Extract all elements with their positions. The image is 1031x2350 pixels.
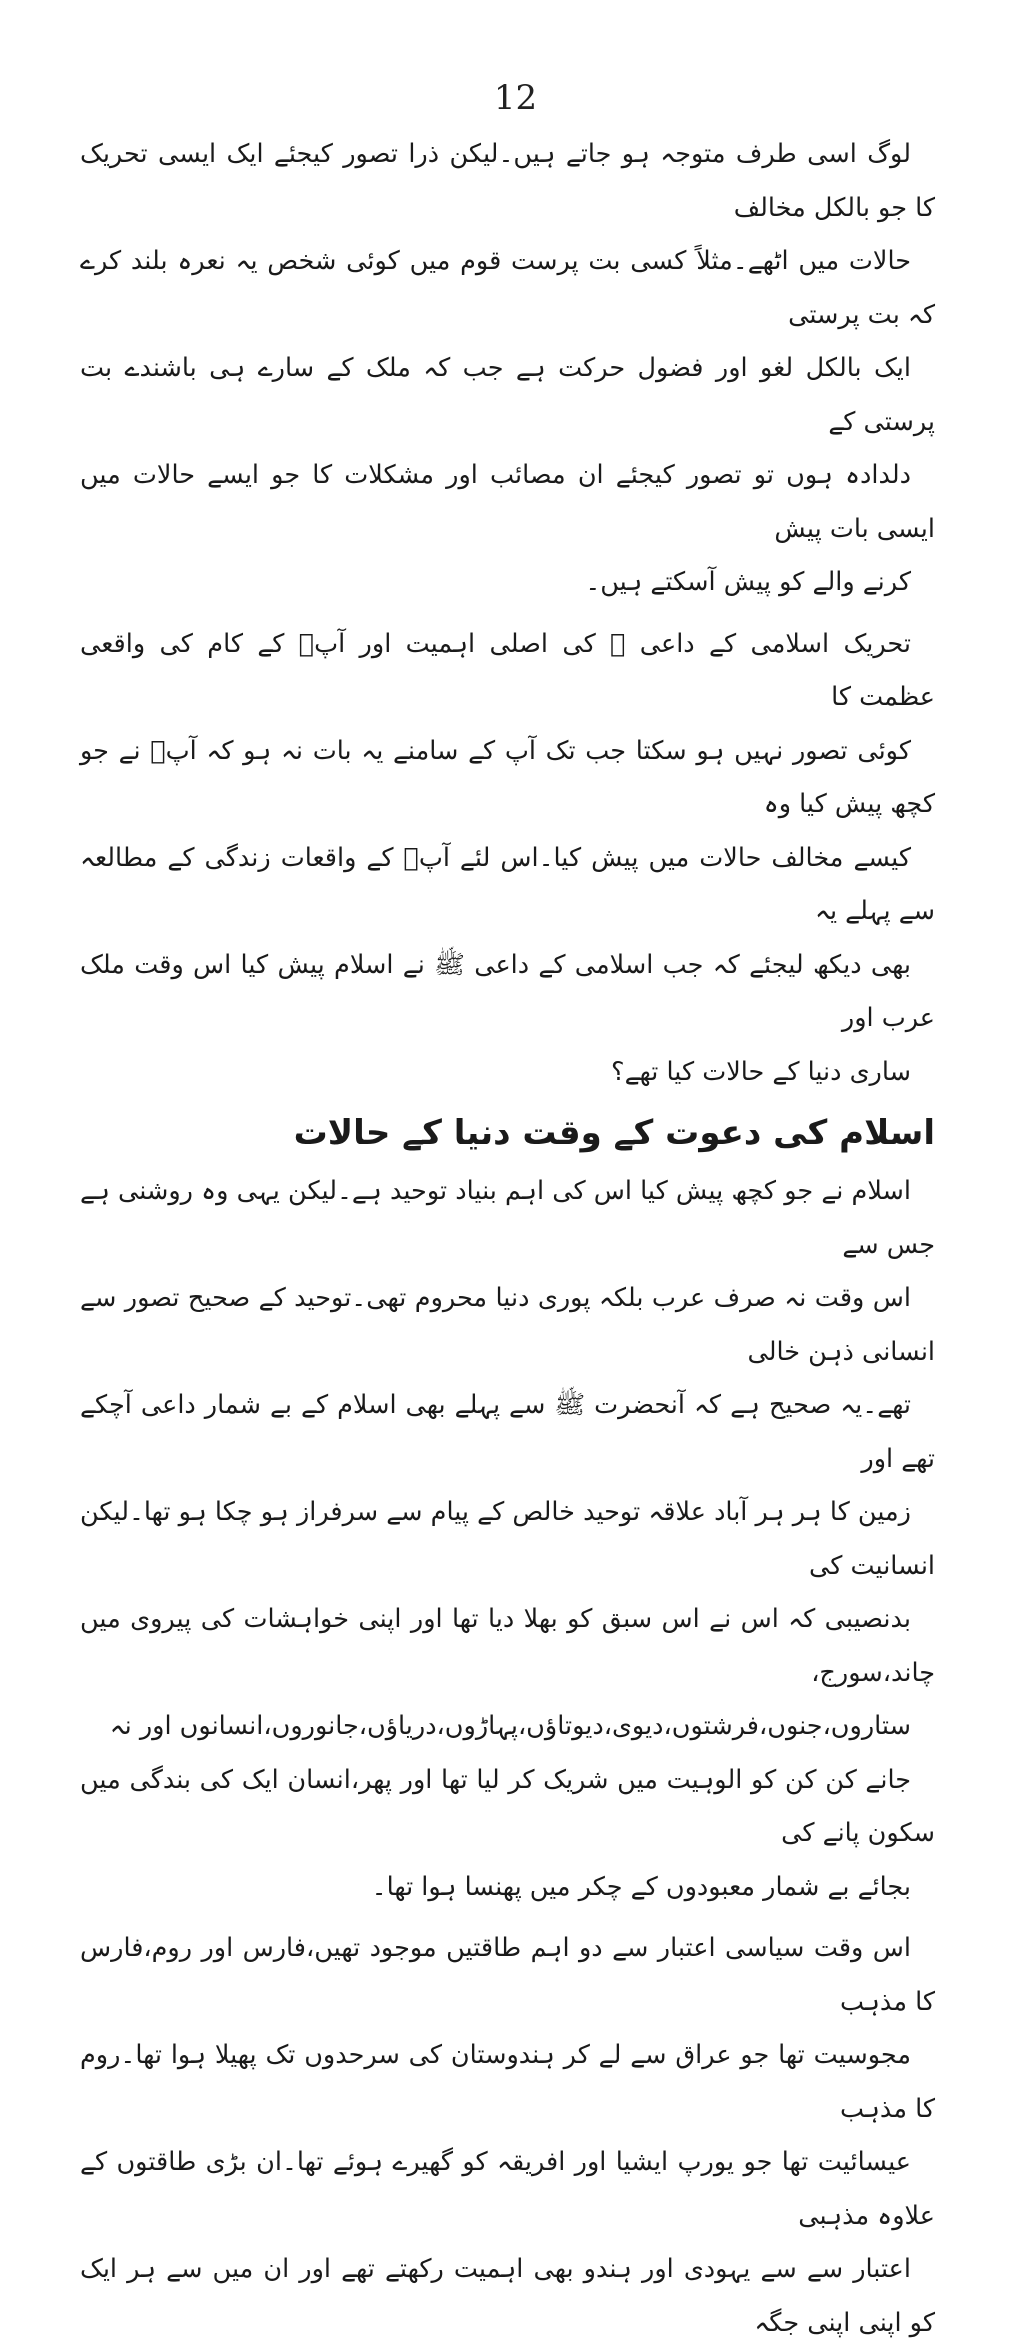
body-text	[80, 128, 935, 2350]
text-line: بھی دیکھ لیجئے کہ جب اسلامی کے داعی ﷺ نے اسلام پیش کیا اس وقت ملک عرب اور	[80, 949, 935, 1033]
text-line: کیسے مخالف حالات میں پیش کیا۔اس لئے آپؐ کے واقعات زندگی کے مطالعہ سے پہلے یہ	[80, 842, 935, 926]
paragraph-4	[80, 1922, 935, 2350]
text-line: کرنے والے کو پیش آسکتے ہیں۔	[585, 567, 911, 597]
paragraph-1	[80, 128, 935, 610]
text-line: لوگ اسی طرف متوجہ ہو جاتے ہیں۔لیکن ذرا تصور کیجئے ایک ایسی تحریک کا جو بالکل مخالف	[80, 139, 935, 223]
text-line: اعتبار سے سے یہودی اور ہندو بھی اہمیت رکھتے تھے اور ان میں سے ہر ایک کو اپنی اپنی جگہ	[80, 2254, 935, 2338]
section-heading: اسلام کی دعوت کے وقت دنیا کے حالات	[293, 1113, 935, 1153]
text-line: زمین کا ہر ہر آباد علاقہ توحید خالص کے پیام سے سرفراز ہو چکا ہو تھا۔لیکن انسانیت کی	[80, 1497, 935, 1581]
text-line: جانے کن کن کو الوہیت میں شریک کر لیا تھا اور پھر،انسان ایک کی بندگی میں سکون پانے کی	[80, 1764, 935, 1848]
text-line: تحریک اسلامی کے داعی ﷺ کی اصلی اہمیت اور آپؐ کے کام کی واقعی عظمت کا	[80, 628, 935, 712]
text-line: اس وقت نہ صرف عرب بلکہ پوری دنیا محروم تھی۔توحید کے صحیح تصور سے انسانی ذہن خالی	[80, 1283, 935, 1367]
text-line: دلدادہ ہوں تو تصور کیجئے ان مصائب اور مشکلات کا جو ایسے حالات میں ایسی بات پیش	[80, 460, 935, 544]
paragraph-3	[80, 1165, 935, 1914]
text-line: ساری دنیا کے حالات کیا تھے؟	[611, 1056, 911, 1087]
text-line: ایک بالکل لغو اور فضول حرکت ہے جب کہ ملک کے سارے ہی باشندے بت پرستی کے	[80, 353, 935, 437]
text-line: تھے۔یہ صحیح ہے کہ آنحضرت ﷺ سے پہلے بھی اسلام کے بے شمار داعی آچکے تھے اور	[80, 1390, 935, 1474]
text-line: اس وقت سیاسی اعتبار سے دو اہم طاقتیں موجود تھیں،فارس اور روم،فارس کا مذہب	[80, 1933, 935, 2017]
text-line: عیسائیت تھا جو یورپ ایشیا اور افریقہ کو گھیرے ہوئے تھا۔ان بڑی طاقتوں کے علاوہ مذہبی	[80, 2147, 935, 2231]
text-line: ستاروں،جنوں،فرشتوں،دیوی،دیوتاؤں،پہاڑوں،دریاؤں،جانوروں،انسانوں اور نہ	[109, 1711, 911, 1741]
text-line: بدنصیبی کہ اس نے اس سبق کو بھلا دیا تھا اور اپنی خواہشات کی پیروی میں چاند،سورج،	[80, 1604, 935, 1688]
text-line: مجوسیت تھا جو عراق سے لے کر ہندوستان کی سرحدوں تک پھیلا ہوا تھا۔روم کا مذہب	[80, 2040, 935, 2124]
text-line: کوئی تصور نہیں ہو سکتا جب تک آپ کے سامنے یہ بات نہ ہو کہ آپؐ نے جو کچھ پیش کیا وہ	[80, 735, 935, 819]
text-line: اسلام نے جو کچھ پیش کیا اس کی اہم بنیاد توحید ہے۔لیکن یہی وہ روشنی ہے جس سے	[80, 1176, 935, 1260]
page-number: 12	[493, 78, 538, 118]
text-line: بجائے بے شمار معبودوں کے چکر میں پھنسا ہوا تھا۔	[371, 1871, 911, 1902]
paragraph-2	[80, 618, 935, 1100]
text-line: حالات میں اٹھے۔مثلاً کسی بت پرست قوم میں کوئی شخص یہ نعرہ بلند کرے کہ بت پرستی	[80, 246, 935, 330]
